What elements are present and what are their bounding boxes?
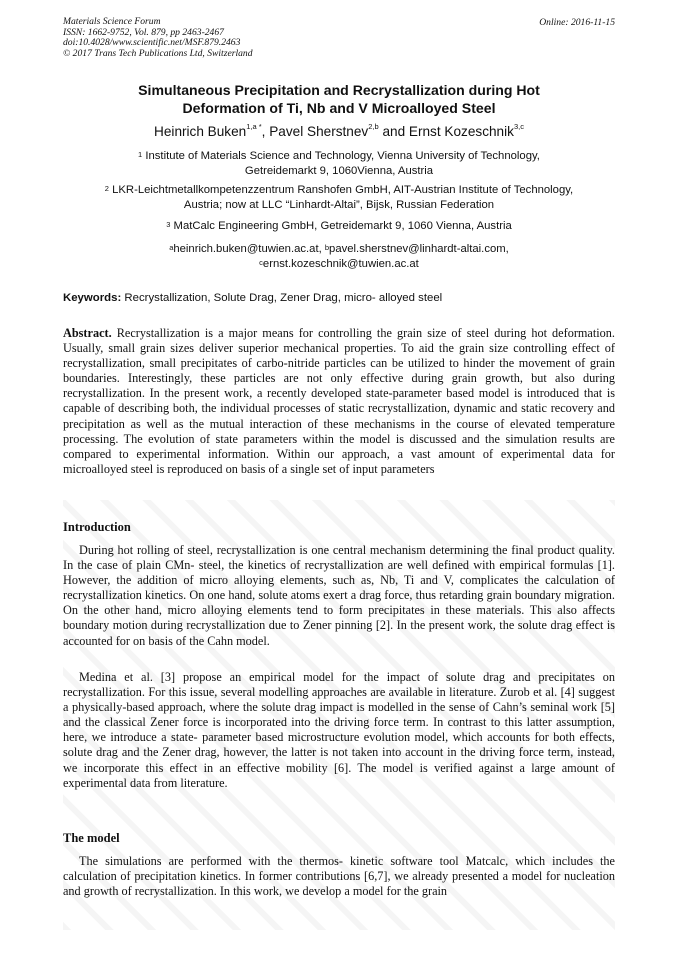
online-date: Online: 2016-11-15 — [539, 17, 615, 28]
affiliation-2 — [63, 183, 615, 213]
issn-line: ISSN: 1662-9752, Vol. 879, pp 2463-2467 — [63, 26, 224, 38]
section-heading-introduction: Introduction — [63, 520, 131, 534]
aff-1-line-1: Institute of Materials Science and Technology, Vienna University of Technology, — [142, 150, 540, 162]
author-2-sup: 2,b — [368, 122, 379, 131]
email-a-sup: a — [169, 243, 174, 252]
author-1: Heinrich Buken — [154, 124, 247, 139]
paper-title — [63, 81, 615, 117]
aff-1-line-2: Getreidemarkt 9, 1060Vienna, Austria — [244, 165, 434, 177]
abstract-label: Abstract. — [63, 326, 112, 340]
email-c: ernst.kozeschnik@tuwien.ac.at — [262, 258, 419, 270]
author-separator: and — [378, 124, 409, 139]
author-3-sup: 3,c — [513, 122, 524, 131]
journal-header — [63, 17, 253, 59]
copyright-line: © 2017 Trans Tech Publications Ltd, Switzerland — [63, 47, 253, 59]
introduction-paragraph-2: Medina et al. [3] propose an empirical model for the impact of solute drag and precipitates on recrystallization. For this issue, several modelling approaches are available in literature. Zurob et al. [4] suggest a physically-based approach, where the solute drag impact is modelled in the sense of Cahn’s seminal work [5] and the classical Zener force is incorporated into the driving force term. In contrast to this latter assumption, here, we introduce a state- parameter based microstructure evolution model, which accounts for both effects, solute drag and the Zener drag, however, the latter is not taken into account in the driving force term, instead, we incorporate this effect in an effective mobility [6]. The model is verified against a large amount of experimental data from literature. — [63, 670, 615, 790]
email-a: heinrich.buken@tuwien.ac.at, — [173, 243, 325, 255]
email-b: pavel.sherstnev@linhardt-altai.com, — [329, 243, 509, 255]
author-2: Pavel Sherstnev — [269, 124, 369, 139]
aff-3-sup: 3 — [166, 220, 171, 229]
aff-2-sup: 2 — [104, 184, 109, 193]
keywords-label: Keywords: — [63, 292, 122, 304]
author-1-sup: 1,a * — [246, 122, 262, 131]
journal-name: Materials Science Forum — [63, 16, 161, 27]
author-separator: , — [261, 124, 270, 139]
section-heading-model: The model — [63, 831, 120, 845]
aff-2-line-1: LKR-Leichtmetallkompetenzzentrum Ranshofen GmbH, AIT-Austrian Institute of Technology, — [108, 184, 574, 196]
aff-2-line-2: Austria; now at LLC “Linhardt-Altai”, Bijsk, Russian Federation — [183, 199, 495, 211]
email-b-sup: b — [324, 243, 330, 252]
aff-1-sup: 1 — [138, 150, 143, 159]
abstract-text: Recrystallization is a major means for controlling the grain size of steel during hot deformation. Usually, small grain sizes deliver superior mechanical properties. To aid the grain size controlling effect of recrystallization, small precipitates of carbo-nitride particles can be utilized to hinder the movement of grain boundaries. Interestingly, these particles are not only effective during grain growth, but also during recrystallization. In the present work, a recently developed state-parameter based model is introduced that is capable of describing both, the individual processes of static recrystallization, dynamic and static recovery and precipitation as well as the mutual interaction of these mechanisms in the course of elevated temperature processing. The evolution of state parameters within the model is discussed and the simulation results are compared to experimental information. Within our approach, a vast amount of experimental data for microalloyed steel is reproduced on basis of a single set of input parameters — [63, 326, 615, 476]
author-3: Ernst Kozeschnik — [408, 124, 514, 139]
doi-line: doi:10.4028/www.scientific.net/MSF.879.2463 — [63, 37, 241, 49]
email-block — [63, 242, 615, 272]
affiliation-3 — [63, 219, 615, 234]
title-line-2: Deformation of Ti, Nb and V Microalloyed Steel — [182, 100, 496, 116]
email-c-sup: c — [259, 258, 263, 267]
affiliation-1 — [63, 149, 615, 179]
keywords — [63, 292, 623, 304]
keywords-text: Recrystallization, Solute Drag, Zener Drag, micro- alloyed steel — [121, 292, 443, 304]
model-paragraph-1: The simulations are performed with the thermos- kinetic software tool Matcalc, which includes the calculation of precipitation kinetics. In former contributions [6,7], we already presented a model for nucleation and growth of recrystallization. In this work, we develop a model for the grain — [63, 854, 615, 899]
abstract — [63, 326, 615, 477]
title-line-1: Simultaneous Precipitation and Recrystallization during Hot — [138, 82, 540, 98]
introduction-paragraph-1: During hot rolling of steel, recrystallization is one central mechanism determining the final product quality. In the case of plain CMn- steel, the kinetics of recrystallization are well defined with empirical formulas [1]. However, the addition of micro alloying elements, such as, Nb, Ti and V, complicates the calculation of recrystallization kinetics. On one hand, solute atoms exert a drag force, thus retarding grain boundary migration. On the other hand, micro alloying elements tend to form precipitates in these materials. This also affects boundary motion during recrystallization due to Zener pinning [2]. In the present work, the solute drag effect is accounted for on basis of the Cahn model. — [63, 543, 615, 648]
author-list — [63, 124, 615, 139]
aff-3-line-1: MatCalc Engineering GmbH, Getreidemarkt 9, 1060 Vienna, Austria — [170, 220, 512, 232]
